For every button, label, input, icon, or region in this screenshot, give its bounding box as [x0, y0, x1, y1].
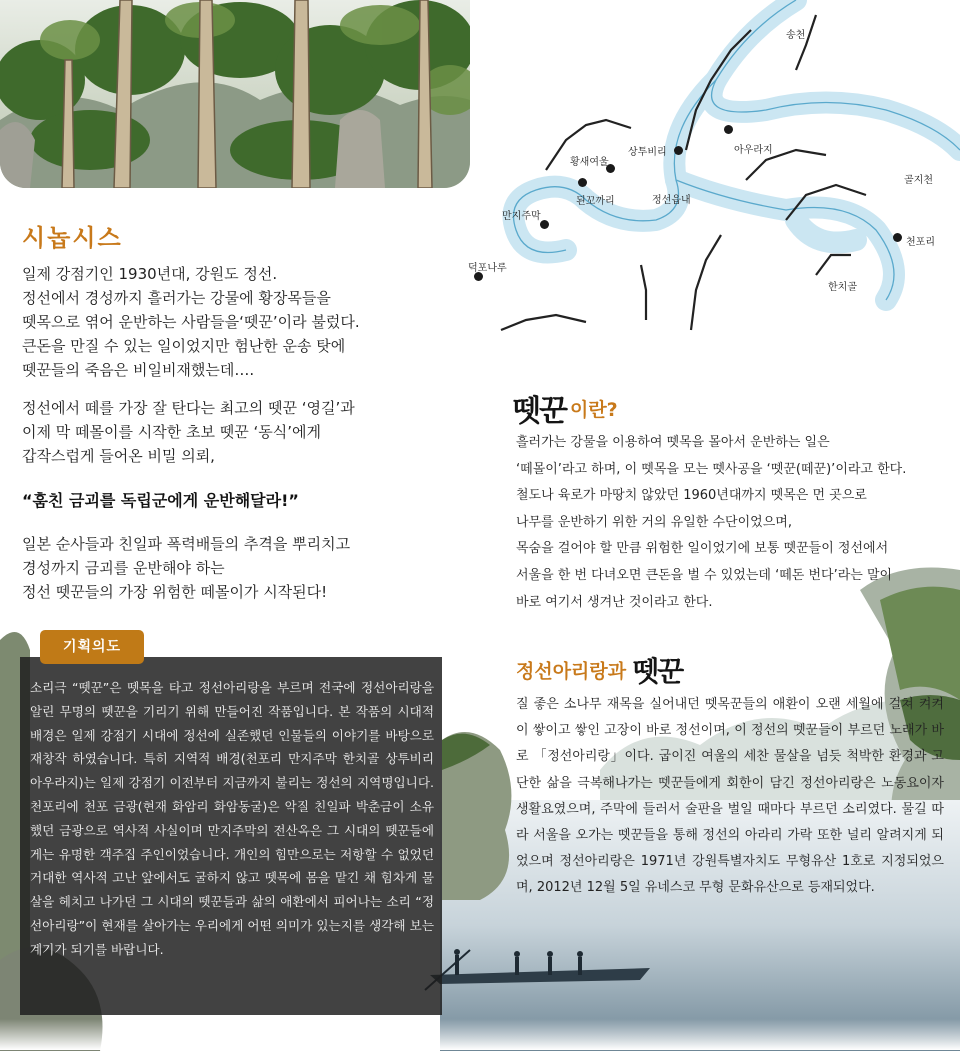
map-dot	[540, 220, 549, 229]
synopsis-line: 이제 막 떼몰이를 시작한 초보 뗏꾼 ‘동식’에게	[22, 423, 321, 441]
map-label-hanchigol: 한치골	[828, 282, 857, 293]
map-label-aurraji: 아우라지	[734, 145, 773, 156]
ttekkun-line: 서울을 한 번 다녀오면 큰돈을 벌 수 있었는데 ‘떼돈 번다’라는 말이	[516, 567, 893, 583]
ttekkun-line: 바로 여기서 생겨난 것이라고 한다.	[516, 594, 713, 610]
ttekkun-line: 흘러가는 강물을 이용하여 뗏목을 몰아서 운반하는 일은	[516, 435, 830, 450]
map-label-manjijumak: 만지주막	[502, 211, 541, 222]
arirang-section-title	[516, 650, 682, 690]
synopsis-quote: “훔친 금괴를 독립군에게 운반해달라!”	[22, 491, 299, 510]
ttekkun-line: ‘떼몰이’라고 하며, 이 뗏목을 모는 뗏사공을 ‘뗏꾼(떼꾼)’이라고 한다.	[516, 461, 907, 477]
ttekkun-title-suffix: 이란?	[569, 398, 618, 421]
river-map	[466, 0, 960, 345]
map-label-doenkkokkari: 된꼬까리	[576, 196, 615, 207]
map-label-jeongseon-eupnae: 정선읍내	[652, 195, 691, 206]
synopsis-line: 갑작스럽게 들어온 비밀 의뢰,	[22, 447, 215, 465]
map-label-hwangsaeyeoul: 황새여울	[570, 157, 609, 168]
synopsis-line: 뗏꾼들의 죽음은 비일비재했는데….	[22, 361, 255, 379]
arirang-description: 질 좋은 소나무 재목을 실어내던 뗏목꾼들의 애환이 오랜 세월에 걸쳐 켜켜이 쌓이고 쌓인 고장이 바로 정선이며, 이 정선의 뗏꾼들이 부르던 노래가 바로 「정선아리랑」이다. 굽이진 여울의 세찬 물살을 넘듯 척박한 환경과 고단한 삶을 극복해나가는 뗏꾼들에게 회한이 담긴 정선아리랑은 노동요이자 생활요였으며, 주막에 들러서 술판을 벌일 때마다 부르던 소리였다. 물길 따라 서울을 오가는 뗏꾼들을 통해 정선의 아라리 가락 또한 널리 알려지게 되었으며 정선아리랑은 1971년 강원특별자치도 무형유산 1호로 지정되었으며, 2012년 12월 5일 유네스코 무형 문화유산으로 등재되었다.	[516, 697, 944, 896]
map-dot	[578, 178, 587, 187]
plan-intent-label: 기획의도	[40, 630, 144, 664]
ttekkun-line: 나무를 운반하기 위한 거의 유일한 수단이었으며,	[516, 514, 792, 530]
map-dot	[724, 125, 733, 134]
synopsis-paragraph-1	[22, 262, 462, 382]
arirang-title-text: 정선아리랑과	[516, 660, 627, 683]
synopsis-line: 일본 순사들과 친일파 폭력배들의 추격을 뿌리치고	[22, 535, 351, 553]
synopsis-paragraph-2	[22, 396, 462, 468]
map-label-songcheon: 송천	[786, 30, 806, 41]
ttekkun-calligraphy: 뗏꾼	[512, 394, 566, 429]
synopsis-line: 일제 강점기인 1930년대, 강원도 정선.	[22, 265, 278, 283]
map-dot	[893, 233, 902, 242]
map-label-goljicheon: 골지천	[904, 175, 933, 186]
synopsis-line: 정선 뗏꾼들의 가장 위험한 떼몰이가 시작된다!	[22, 583, 328, 601]
map-dot	[674, 146, 683, 155]
synopsis-line: 정선에서 떼를 가장 잘 탄다는 최고의 뗏꾼 ‘영길’과	[22, 399, 355, 417]
ttekkun-description	[516, 430, 946, 616]
synopsis-title: 시놉시스	[22, 224, 123, 252]
ttekkun-section-title	[512, 386, 618, 429]
map-label-sangtubiri: 상투비리	[628, 147, 667, 158]
synopsis-line: 정선에서 경성까지 흘러가는 강물에 황장목들을	[22, 289, 331, 307]
hero-forest-image	[0, 0, 470, 188]
map-label-cheonpori: 천포리	[906, 237, 935, 248]
ttekkun-line: 철도나 육로가 마땅치 않았던 1960년대까지 뗏목은 먼 곳으로	[516, 488, 867, 504]
synopsis-line: 큰돈을 만질 수 있는 일이었지만 험난한 운송 탓에	[22, 337, 346, 355]
river-map-drawing	[466, 0, 960, 345]
synopsis-line: 경성까지 금괴를 운반해야 하는	[22, 559, 225, 577]
synopsis-paragraph-3	[22, 532, 462, 604]
ttekkun-line: 목숨을 걸어야 할 만큼 위험한 일이었기에 보통 뗏꾼들이 정선에서	[516, 541, 889, 557]
plan-intent-text: 소리극 “뗏꾼”은 뗏목을 타고 정선아리랑을 부르며 전국에 정선아리랑을 알린 무명의 뗏꾼을 기리기 위해 만들어진 작품입니다. 본 작품의 시대적 배경은 일제 강점기 시대에 정선에 실존했던 인물들의 이야기를 바탕으로 재창작 하였습니다. 특히 지역적 배경(천포리 만지주막 한치골 상투비리 아우라지)는 일제 강점기 이전부터 지금까지 불리는 정선의 지역명입니다. 천포리에 천포 금광(현재 화암리 화암동굴)은 악질 친일파 박춘금이 소유했던 금광으로 역사적 사실이며 만지주막의 전산옥은 그 시대의 뗏꾼들에게는 유명한 객주집 주인이었습니다. 개인의 힘만으로는 저항할 수 없었던 거대한 역사적 고난 앞에서도 굴하지 않고 뗏목에 몸을 맡긴 채 힘차게 물살을 헤치고 나가던 그 시대의 뗏꾼들과 삶의 애환에서 피어나는 소리 “정선아리랑”이 현재를 살아가는 우리에게 어떤 의미가 있는지를 생각해 보는 계기가 되기를 바랍니다.	[30, 680, 434, 957]
synopsis-line: 뗏목으로 엮어 운반하는 사람들을‘뗏꾼’이라 불렀다.	[22, 313, 360, 331]
map-label-deokponaru: 덕포나루	[468, 263, 507, 274]
arirang-calligraphy: 뗏꾼	[632, 655, 683, 688]
